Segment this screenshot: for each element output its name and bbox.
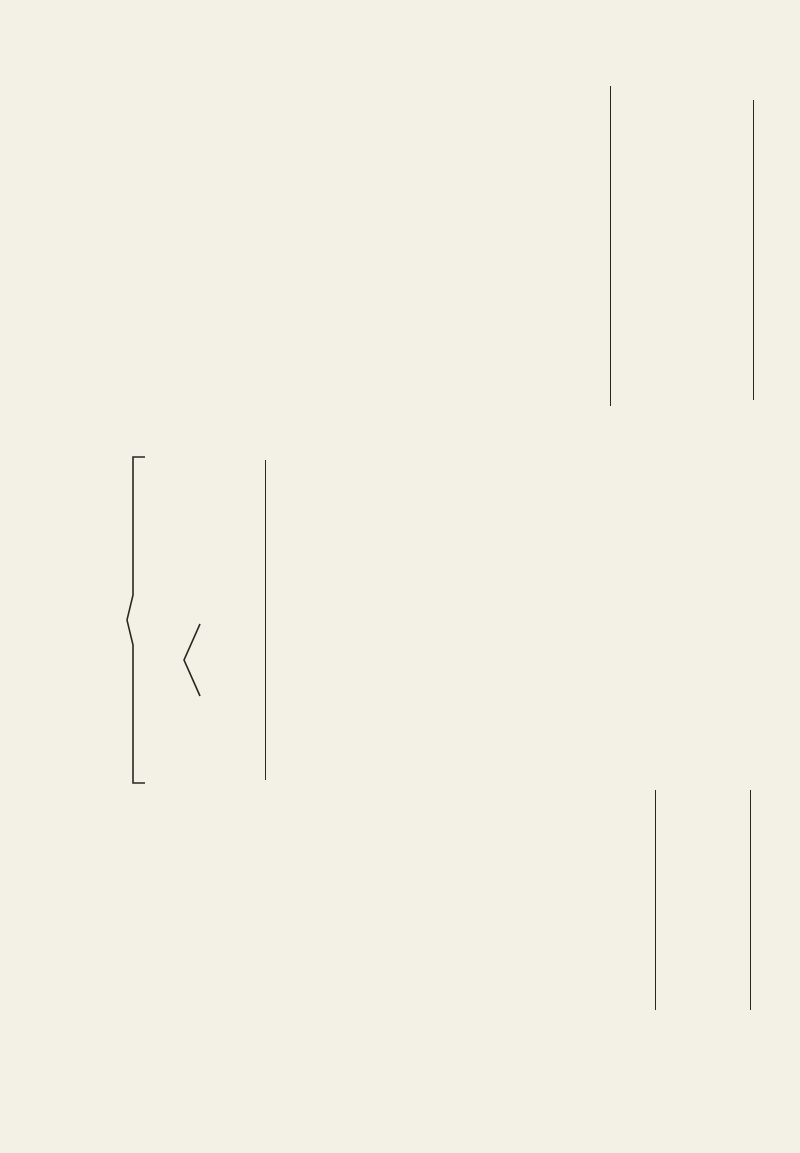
angle-mark-icon <box>180 620 220 700</box>
column-rule-lower <box>655 790 656 1010</box>
column-rule-gulden <box>610 86 611 406</box>
left-brace-icon <box>125 455 165 785</box>
column-rule-pfennig <box>753 100 754 400</box>
column-rule-pfennig-lower <box>750 790 751 1010</box>
side-note-rule <box>265 460 266 780</box>
